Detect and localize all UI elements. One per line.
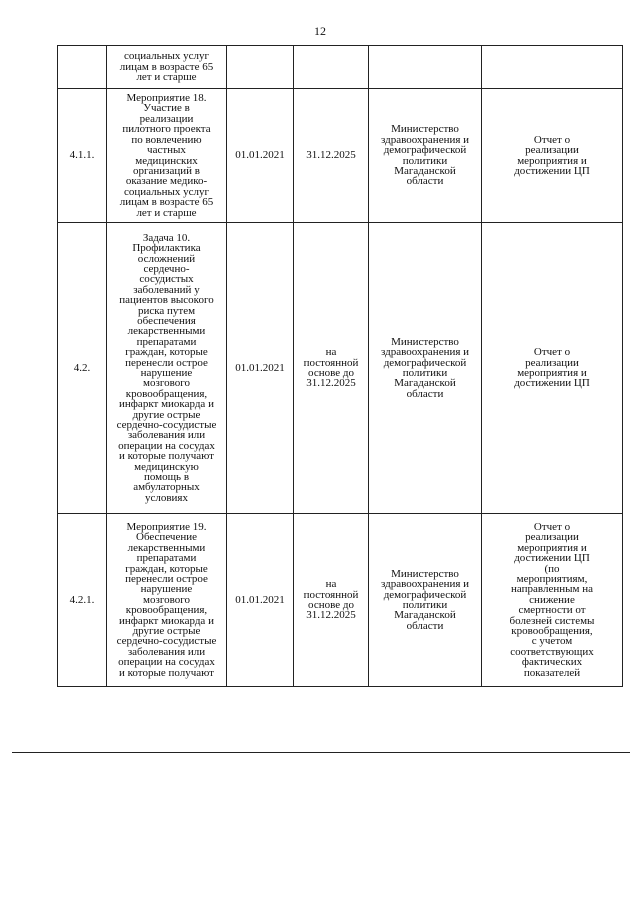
lines-line: оказание медико- — [125, 175, 208, 188]
exec-line: Магаданской — [394, 164, 456, 177]
lines-line: нарушение — [140, 367, 193, 379]
page-number: 12 — [314, 24, 326, 38]
end-date — [294, 46, 369, 89]
report-line: реализации — [525, 356, 579, 369]
exec-line: политики — [402, 367, 448, 379]
end-line: на — [325, 578, 337, 591]
exec-line: области — [406, 387, 444, 400]
exec-line: Магаданской — [394, 377, 456, 390]
report-line: мероприятия и — [517, 367, 587, 379]
start-date: 01.01.2021 — [227, 223, 294, 514]
responsible-executor — [369, 223, 482, 514]
lines-line: инфаркт миокарда и — [119, 614, 214, 627]
exec-line: Министерство — [391, 123, 459, 136]
report-line: направленным на — [511, 583, 593, 596]
exec-line: здравоохранения и — [380, 346, 470, 359]
report-line: (по — [544, 562, 560, 575]
lines-line: перенесли острое — [125, 572, 208, 585]
activity-name — [107, 89, 227, 223]
lines-line: препаратами — [136, 335, 197, 348]
lines-line: социальных услуг — [123, 185, 210, 198]
end-line: 31.12.2025 — [306, 377, 356, 390]
lines-line: мозгового — [143, 593, 190, 606]
lines-line: сердечно- — [143, 262, 190, 275]
lines-line: мозгового — [143, 377, 190, 390]
lines-line: граждан, которые — [125, 346, 208, 359]
lines-line: частных — [147, 144, 186, 157]
footer-rule — [12, 752, 630, 753]
end-line: 31.12.2025 — [306, 149, 356, 162]
exec-line: политики — [402, 154, 448, 167]
report-line: достижении ЦП — [514, 552, 590, 565]
report-line: Отчет о — [533, 133, 571, 146]
lines-line: кровообращения, — [125, 604, 208, 617]
lines-line: операции на сосудах — [118, 439, 215, 452]
report-line: реализации — [525, 144, 579, 157]
lines-line: лицам в возрасте 65 — [119, 196, 214, 209]
lines-line: нарушение — [140, 583, 193, 596]
row-number — [58, 46, 107, 89]
table-row — [58, 223, 623, 514]
report-line: показателей — [523, 666, 581, 679]
exec-line: здравоохранения и — [380, 133, 470, 146]
lines-line: сердечно-сосудистые — [116, 635, 217, 648]
activity-name — [107, 514, 227, 687]
report-line: реализации — [525, 531, 579, 544]
responsible-executor — [369, 89, 482, 223]
activity-name — [107, 46, 227, 89]
lines-line: лет и старше — [136, 71, 197, 84]
lines-line: лет и старше — [136, 206, 197, 219]
exec-line: демографической — [383, 144, 467, 157]
exec-line: Министерство — [391, 335, 459, 348]
lines-line: риска путем — [137, 304, 196, 317]
lines-line: лекарственными — [127, 541, 206, 554]
report-line: снижение — [529, 593, 575, 606]
lines-line: лекарственными — [127, 325, 206, 338]
lines-line: инфаркт миокарда и — [119, 398, 214, 411]
start-date — [227, 46, 294, 89]
exec-line: политики — [402, 599, 448, 611]
lines-line: медицинских — [135, 154, 198, 167]
exec-line: демографической — [383, 588, 467, 601]
lines-line: Мероприятие 19. — [126, 520, 207, 533]
report-line: соответствующих — [510, 645, 594, 658]
lines-line: обеспечения — [137, 314, 196, 327]
lines-line: заболевания или — [127, 645, 206, 658]
row-number: 4.2.1. — [58, 514, 107, 687]
lines-line: социальных услуг — [123, 50, 210, 63]
lines-line: операции на сосудах — [118, 656, 215, 669]
lines-line: и которые получают — [119, 666, 214, 679]
lines-line: заболеваний у — [133, 283, 200, 296]
lines-line: Задача 10. — [142, 231, 191, 244]
report-line: достижении ЦП — [514, 377, 590, 390]
lines-line: Мероприятие 18. — [126, 92, 207, 105]
lines-line: медицинскую — [134, 460, 199, 473]
report-line: мероприятиям, — [516, 572, 588, 585]
report-line: смертности от — [518, 604, 586, 617]
end-date — [294, 223, 369, 514]
report-line: мероприятия и — [517, 541, 587, 554]
responsible-executor — [369, 46, 482, 89]
lines-line: реализации — [139, 112, 194, 125]
expected-result — [482, 514, 623, 687]
activity-name — [107, 223, 227, 514]
report-line: мероприятия и — [517, 154, 587, 167]
lines-line: организаций в — [133, 164, 200, 177]
end-line: постоянной — [303, 356, 359, 369]
report-line: болезней системы — [509, 614, 595, 627]
end-date — [294, 89, 369, 223]
lines-line: Обеспечение — [136, 531, 197, 544]
activities-table — [57, 45, 623, 687]
lines-line: помощь в — [143, 471, 190, 484]
lines-line: препаратами — [136, 552, 197, 565]
exec-line: демографической — [383, 356, 467, 369]
exec-line: Министерство — [391, 567, 459, 580]
start-date: 01.01.2021 — [227, 514, 294, 687]
responsible-executor — [369, 514, 482, 687]
report-line: достижении ЦП — [514, 164, 590, 177]
end-line: постоянной — [303, 588, 359, 601]
report-line: кровообращения, — [511, 625, 593, 638]
start-date: 01.01.2021 — [227, 89, 294, 223]
report-line: Отчет о — [533, 520, 571, 533]
end-line: основе до — [308, 367, 354, 379]
expected-result — [482, 46, 623, 89]
end-line: на — [325, 346, 337, 359]
lines-line: сосудистых — [139, 273, 194, 286]
lines-line: по вовлечению — [131, 133, 202, 146]
lines-line: Участие в — [143, 102, 190, 115]
lines-line: и которые получают — [119, 450, 214, 463]
table-row — [58, 46, 623, 89]
lines-line: условиях — [144, 491, 188, 504]
lines-line: граждан, которые — [125, 562, 208, 575]
lines-line: лицам в возрасте 65 — [119, 60, 214, 73]
lines-line: осложнений — [137, 252, 196, 265]
lines-line: Профилактика — [132, 242, 201, 255]
lines-line: другие острые — [132, 625, 201, 638]
exec-line: области — [406, 175, 444, 188]
lines-line: амбулаторных — [133, 481, 200, 494]
exec-line: Магаданской — [394, 609, 456, 622]
report-line: фактических — [521, 656, 583, 669]
lines-line: перенесли острое — [125, 356, 208, 369]
row-number: 4.2. — [58, 223, 107, 514]
exec-line: здравоохранения и — [380, 578, 470, 591]
report-line: Отчет о — [533, 346, 571, 359]
end-date — [294, 514, 369, 687]
lines-line: заболевания или — [127, 429, 206, 442]
end-line: основе до — [308, 599, 354, 611]
lines-line: кровообращения, — [125, 387, 208, 400]
row-number: 4.1.1. — [58, 89, 107, 223]
lines-line: пилотного проекта — [122, 123, 211, 136]
lines-line: сердечно-сосудистые — [116, 419, 217, 432]
report-line: с учетом — [531, 635, 573, 648]
expected-result — [482, 89, 623, 223]
table-row — [58, 514, 623, 687]
lines-line: другие острые — [132, 408, 201, 421]
expected-result — [482, 223, 623, 514]
lines-line: пациентов высокого — [119, 294, 214, 307]
table-row — [58, 89, 623, 223]
end-line: 31.12.2025 — [306, 609, 356, 622]
exec-line: области — [406, 619, 444, 632]
